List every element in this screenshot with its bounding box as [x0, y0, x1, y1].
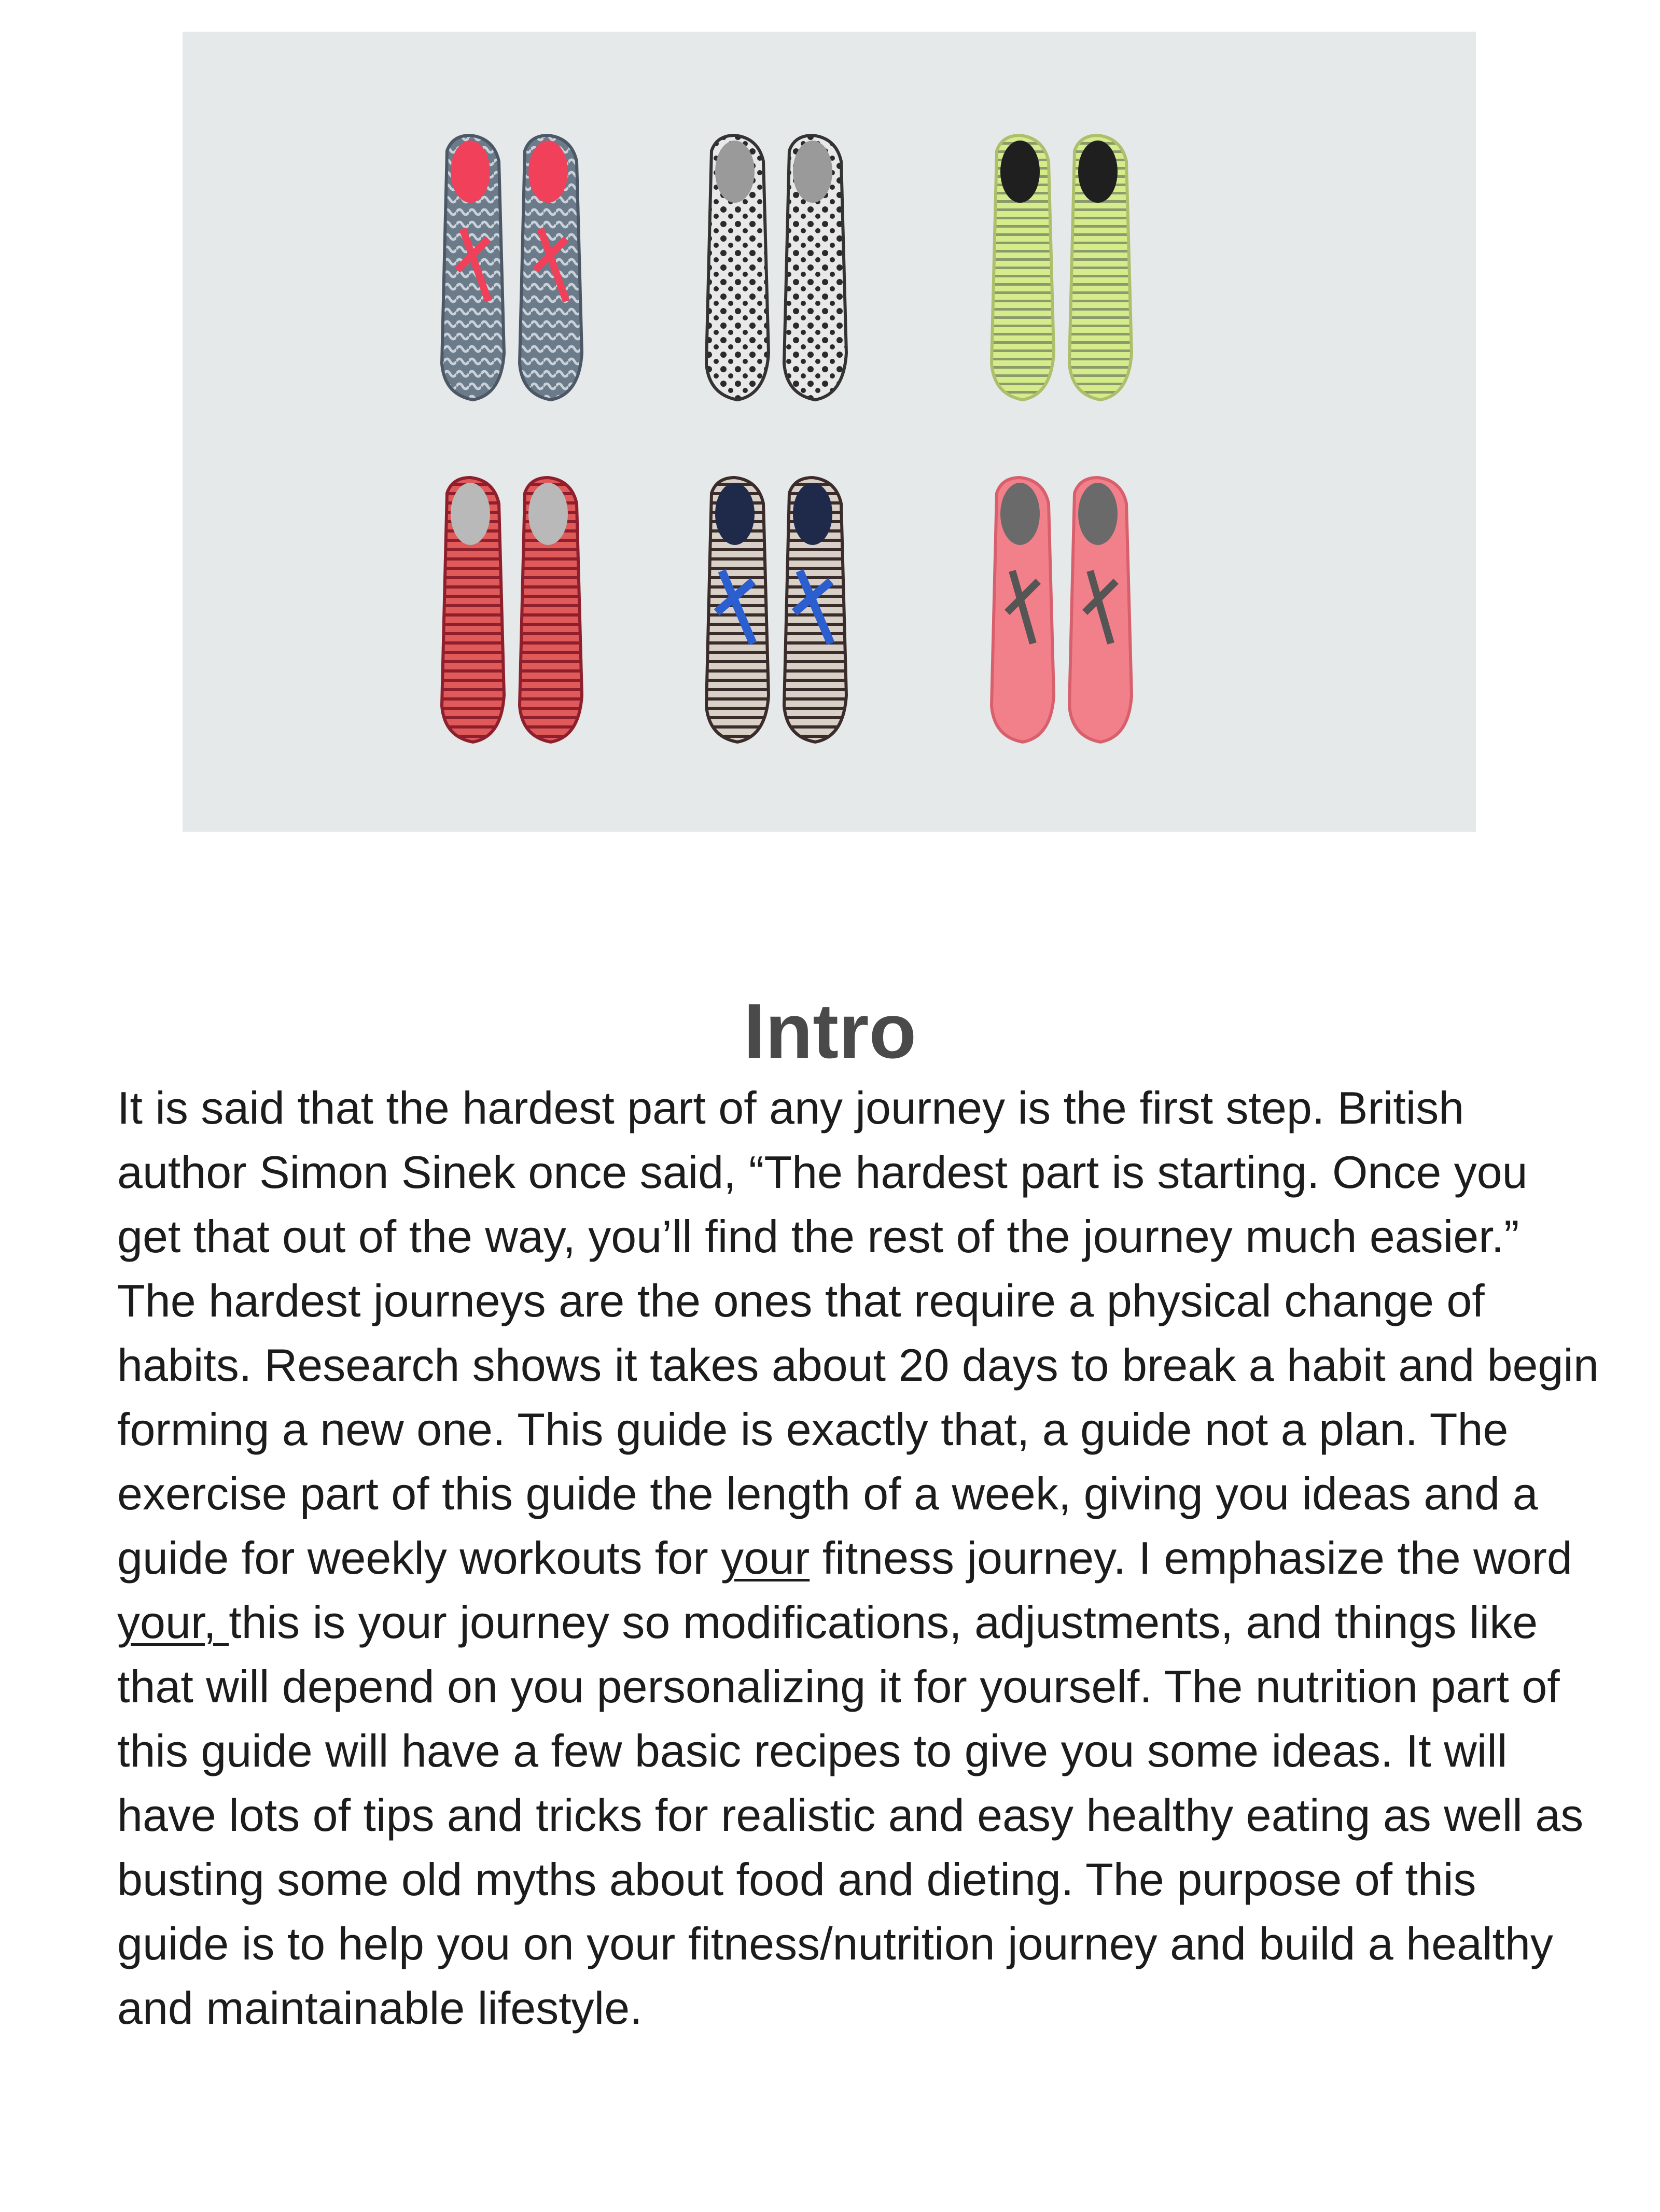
line-text: busting some old myths about food and dieting. The purpose of this — [117, 1854, 1476, 1905]
emphasis-your: your, — [117, 1597, 229, 1648]
paragraph-line — [117, 1205, 1549, 1269]
line-text: have lots of tips and tricks for realistic and easy healthy eating as well as — [117, 1789, 1584, 1841]
line-text: It is said that the hardest part of any journey is the first step. British — [117, 1082, 1464, 1133]
paragraph-line — [117, 1912, 1553, 1976]
line-text: author Simon Sinek once said, “The hardest part is starting. Once you — [117, 1146, 1528, 1198]
paragraph-line — [117, 1976, 1549, 2040]
paragraph-line — [117, 1462, 1549, 1526]
line-text: guide is to help you on your fitness/nutrition journey and build a healthy — [117, 1918, 1553, 1969]
page-title: Intro — [743, 987, 917, 1074]
sneakers-illustration — [183, 32, 1476, 832]
paragraph-line — [117, 1783, 1584, 1847]
line-text: habits. Research shows it takes about 20 days to break a habit and begin — [117, 1339, 1599, 1391]
emphasis-your: your — [721, 1532, 810, 1584]
line-text: The hardest journeys are the ones that require a physical change of — [117, 1275, 1485, 1326]
sneakers-photo — [183, 32, 1476, 832]
paragraph-line — [117, 1719, 1549, 1783]
paragraph-line — [117, 1140, 1549, 1205]
line-text: fitness journey. I emphasize the word — [810, 1532, 1572, 1584]
line-text: forming a new one. This guide is exactly that, a guide not a plan. The — [117, 1404, 1509, 1455]
line-text: get that out of the way, you’ll find the rest of the journey much easier.” — [117, 1211, 1519, 1262]
line-text: this is your journey so modifications, adjustments, and things like — [229, 1597, 1538, 1648]
line-text: that will depend on you personalizing it for yourself. The nutrition part of — [117, 1661, 1560, 1712]
line-text: and maintainable lifestyle. — [117, 1982, 643, 2034]
paragraph-line — [117, 1333, 1599, 1397]
paragraph-line — [117, 1590, 1549, 1655]
paragraph-line — [117, 1269, 1549, 1333]
paragraph-line — [117, 1076, 1549, 1140]
paragraph-line — [117, 1847, 1549, 1912]
paragraph-line — [117, 1655, 1560, 1719]
line-text: guide for weekly workouts for — [117, 1532, 721, 1584]
paragraph-line — [117, 1526, 1572, 1590]
intro-paragraph — [117, 1076, 1599, 2040]
line-text: this guide will have a few basic recipes to give you some ideas. It will — [117, 1725, 1508, 1776]
paragraph-line — [117, 1397, 1549, 1462]
line-text: exercise part of this guide the length of a week, giving you ideas and a — [117, 1468, 1538, 1519]
